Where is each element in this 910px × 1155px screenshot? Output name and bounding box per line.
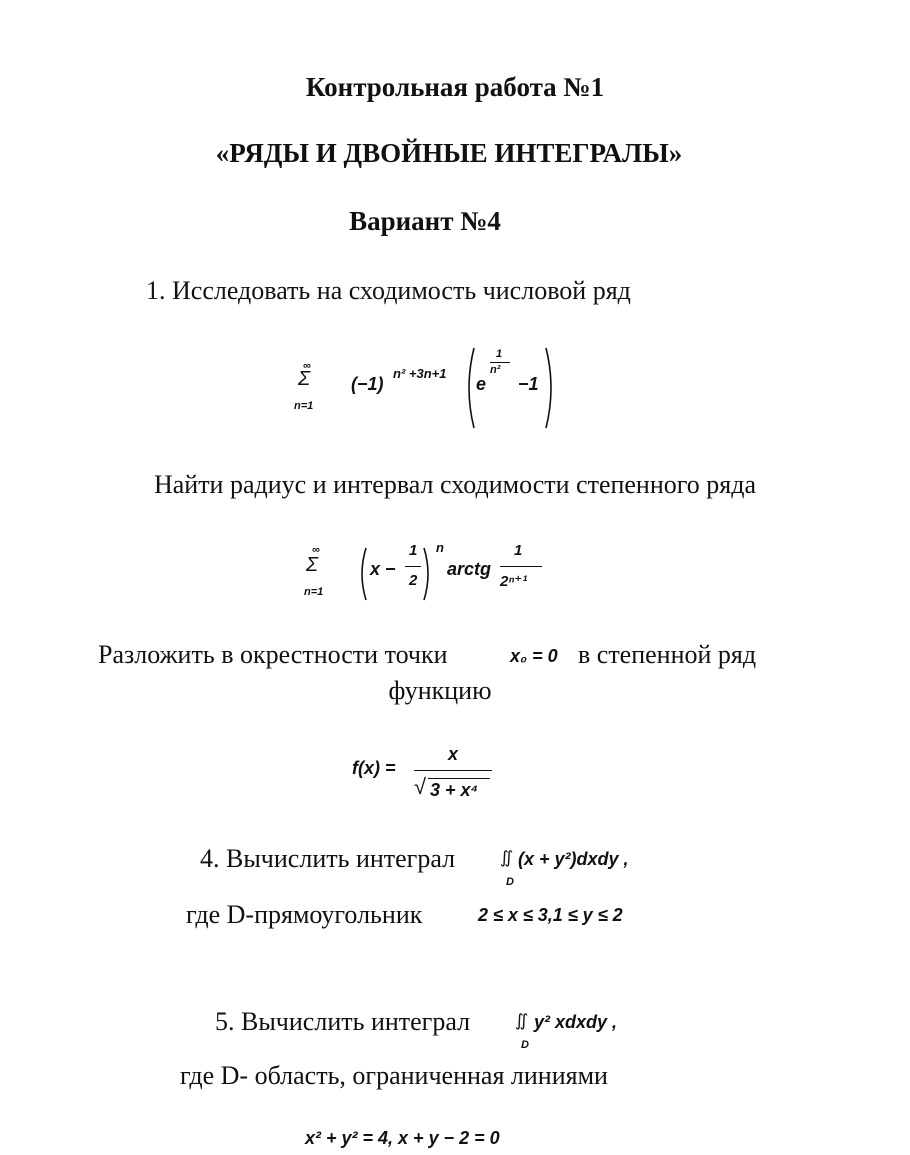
sum-lower: n=1: [304, 586, 324, 598]
integral-sub: D: [506, 876, 514, 888]
arctg-frac-line: [500, 566, 542, 567]
task3-text-before: Разложить в окрестности точки: [98, 640, 448, 669]
arctg-label: arctg: [447, 559, 492, 579]
page-title: Контрольная работа №1: [305, 72, 605, 102]
task2-text: Найти радиус и интервал сходимости степенного ряда: [153, 470, 757, 499]
left-paren: [462, 346, 476, 430]
sum-lower: n=1: [294, 400, 314, 412]
function-lhs: f(x) =: [352, 758, 396, 778]
task5-integrand: y² xdxdy ,: [534, 1012, 618, 1032]
minus-one: −1: [518, 374, 539, 394]
task5-region-text: где D- область, ограниченная линиями: [180, 1061, 608, 1090]
right-paren: [544, 346, 558, 430]
inner-den: n²: [490, 364, 501, 376]
arctg-den: 2ⁿ⁺¹: [500, 573, 528, 590]
sum-upper: ∞: [312, 544, 320, 556]
e-symbol: e: [476, 374, 487, 394]
sqrt-bar: [428, 778, 490, 779]
function-den: 3 + x⁴: [430, 780, 479, 800]
task5-lines: x² + y² = 4, x + y − 2 = 0: [305, 1128, 500, 1148]
base-minus-one: (−1): [351, 374, 384, 394]
task3-point: x₀ = 0: [510, 646, 558, 666]
task4-text: 4. Вычислить интеграл: [200, 844, 456, 873]
sqrt-icon: √: [414, 774, 427, 799]
sum-symbol: Σ: [298, 368, 310, 390]
task3-text-line2: функцию: [388, 676, 492, 705]
function-frac-line: [414, 770, 492, 771]
frac-line: [405, 566, 421, 567]
function-num: x: [448, 744, 459, 764]
sum-upper: ∞: [303, 360, 311, 372]
task4-region-text: где D-прямоугольник: [186, 900, 423, 929]
power-n: n: [436, 540, 444, 555]
task4-region-math: 2 ≤ x ≤ 3,1 ≤ y ≤ 2: [478, 905, 623, 925]
right-paren: [422, 546, 434, 602]
exponent: n² +3n+1: [393, 366, 447, 381]
left-paren: [356, 546, 368, 602]
sum-symbol: Σ: [306, 554, 318, 576]
task1-text: 1. Исследовать на сходимость числовой ряд: [146, 276, 631, 305]
task3-text-after: в степенной ряд: [578, 640, 757, 669]
double-integral-icon: ∬: [515, 1011, 529, 1030]
frac-den: 2: [409, 572, 418, 589]
double-integral-icon: ∬: [500, 848, 514, 867]
variant-label: Вариант №4: [349, 206, 501, 236]
inner-frac-line: [490, 362, 510, 363]
arctg-num: 1: [514, 542, 523, 559]
inner-num: 1: [496, 348, 503, 360]
page-subtitle: «РЯДЫ И ДВОЙНЫЕ ИНТЕГРАЛЫ»: [215, 138, 683, 168]
task4-integrand: (x + y²)dxdy ,: [518, 849, 629, 869]
x-minus: x −: [370, 559, 396, 579]
task5-text: 5. Вычислить интеграл: [215, 1007, 471, 1036]
frac-num: 1: [409, 542, 418, 559]
integral-sub: D: [521, 1039, 529, 1051]
